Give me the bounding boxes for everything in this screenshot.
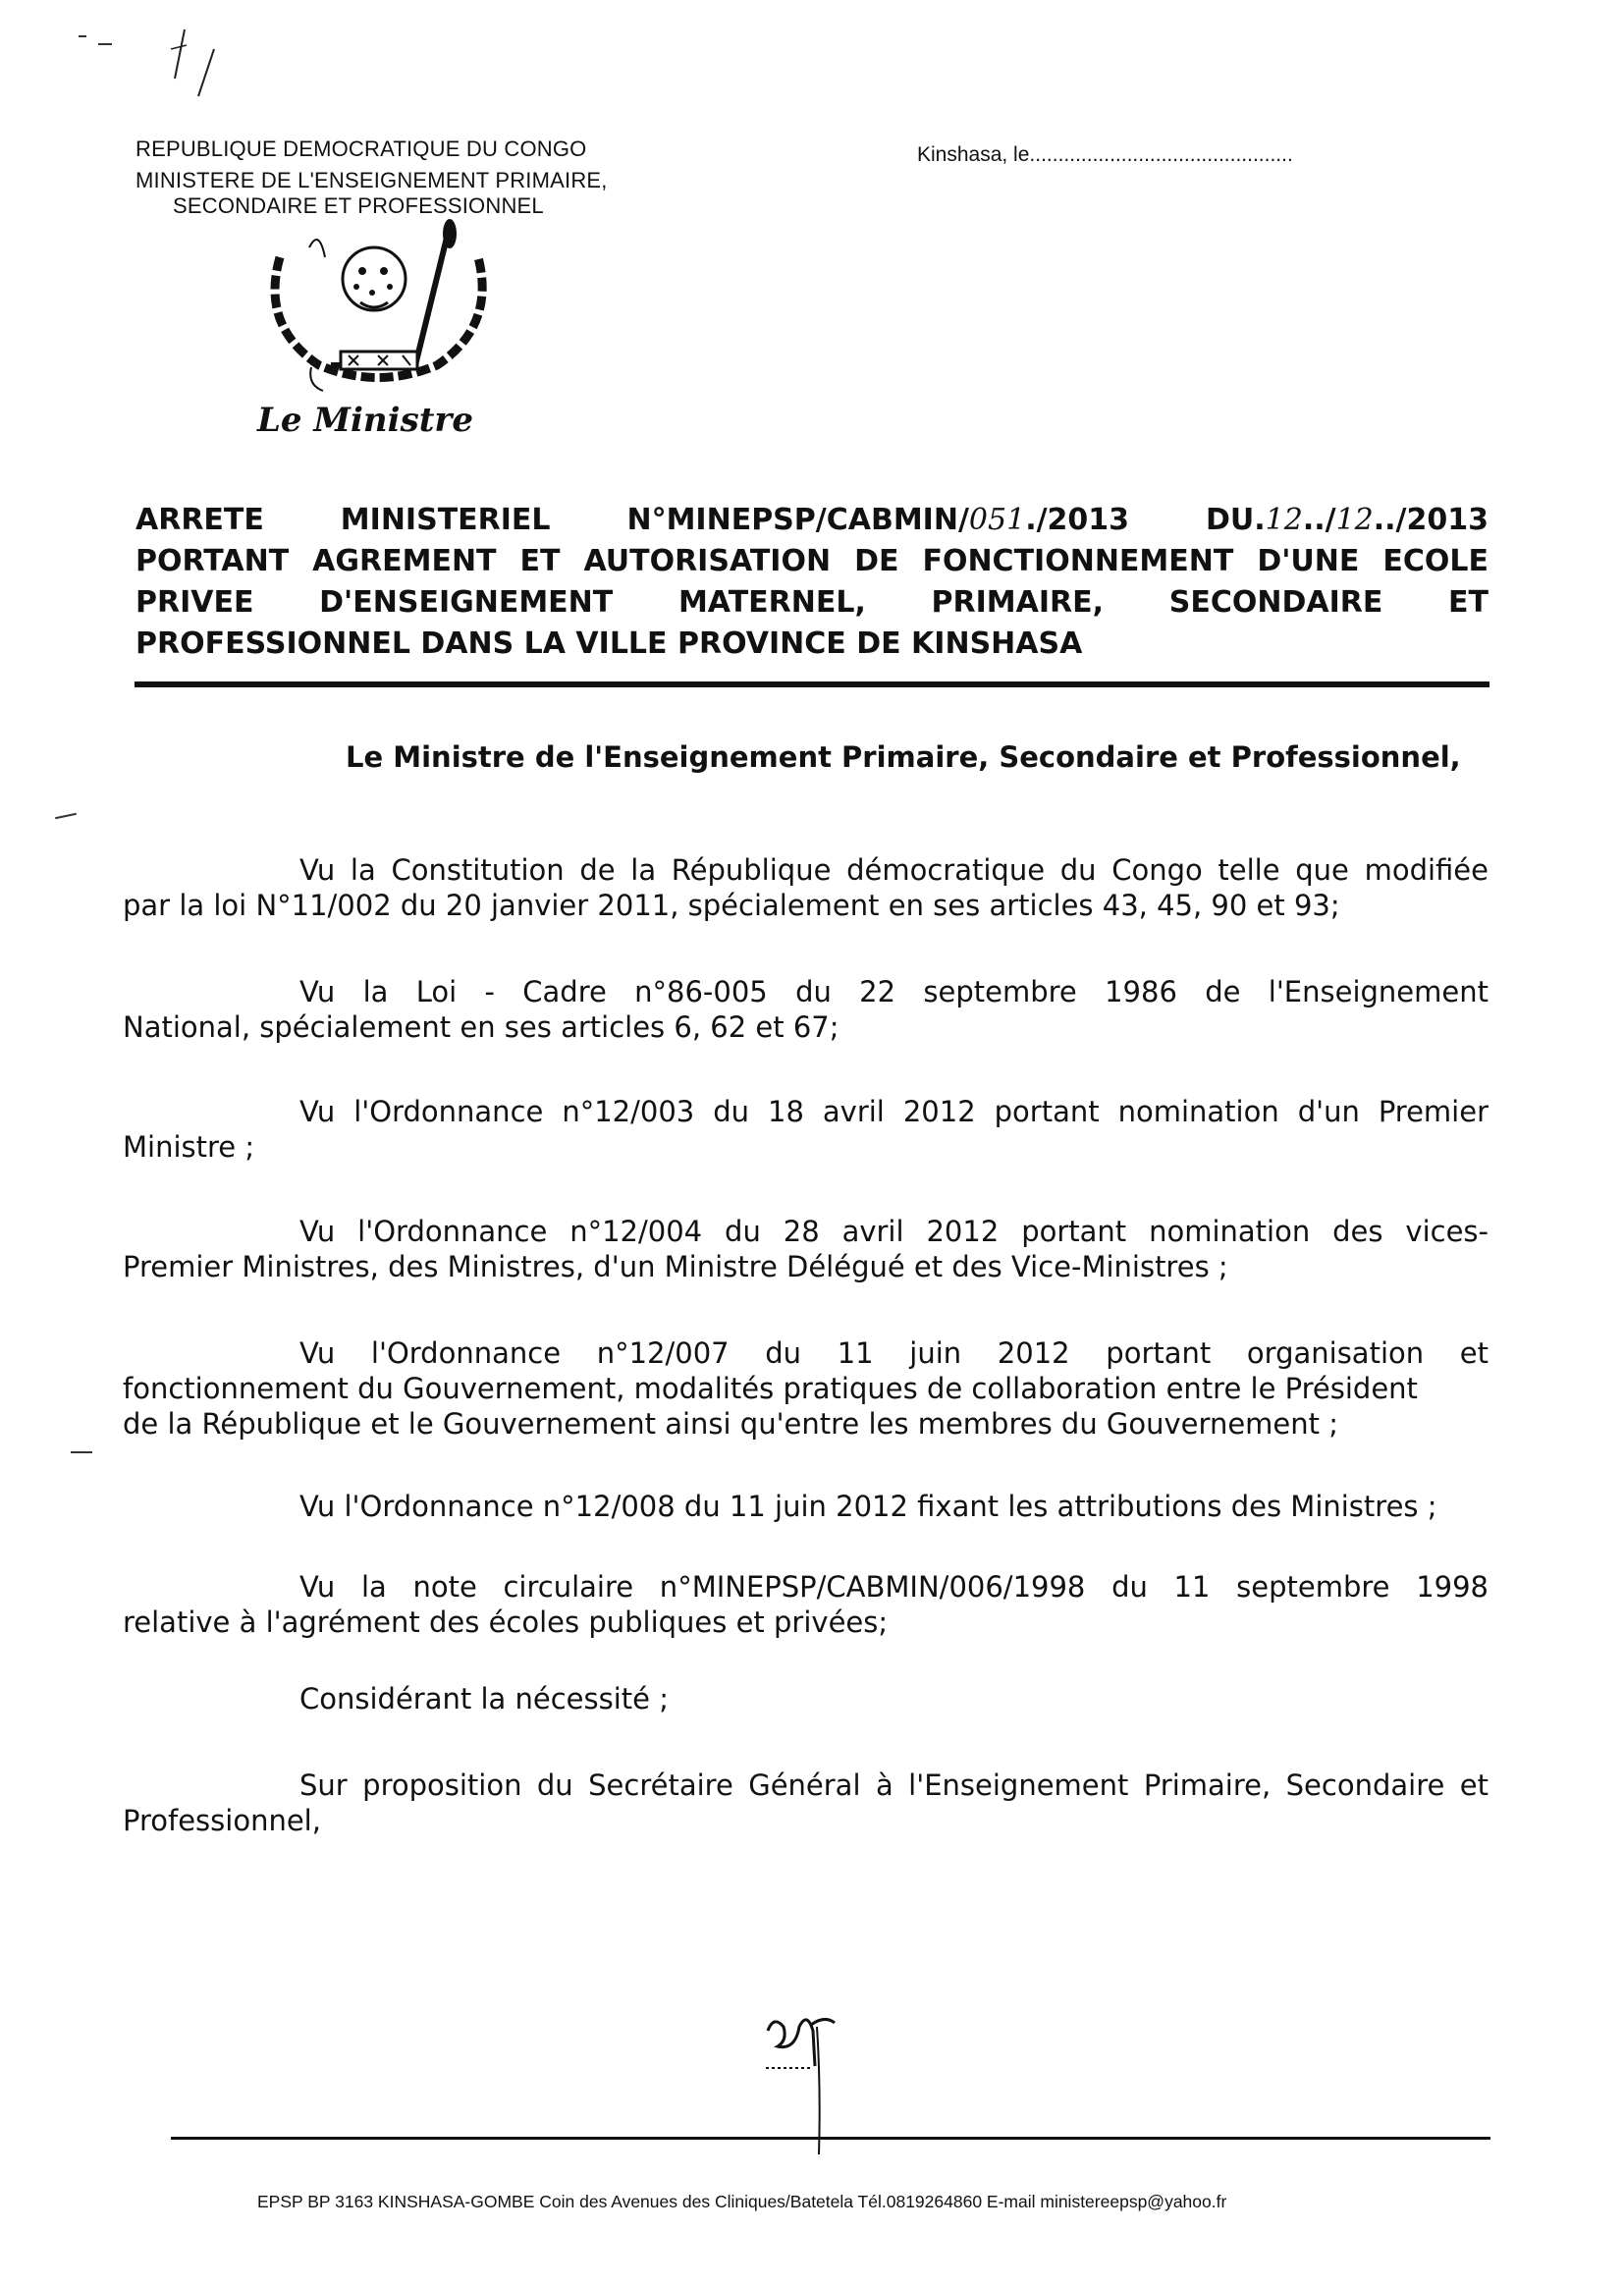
- paragraph-5: [123, 1335, 1489, 1442]
- paragraph-7: [123, 1569, 1489, 1640]
- paragraph-first-line: Vu la Constitution de la République démocratique du Congo telle que modifiée: [299, 853, 1489, 887]
- title-mid: ./2013 DU.: [1025, 503, 1266, 537]
- header-line-1: REPUBLIQUE DEMOCRATIQUE DU CONGO: [135, 136, 587, 161]
- paragraph-first-line: Vu l'Ordonnance n°12/003 du 18 avril 2012 portant nomination d'un Premier: [299, 1095, 1489, 1128]
- paragraph-first-line: Vu la note circulaire n°MINEPSP/CABMIN/006/1998 du 11 septembre 1998: [299, 1570, 1489, 1604]
- title-line-1: [135, 503, 1489, 538]
- place-date: Kinshasa, le..............................................: [917, 143, 1293, 166]
- title-prefix: ARRETE MINISTERIEL N°MINEPSP/CABMIN/: [135, 503, 969, 537]
- title-rule: [135, 681, 1489, 687]
- scan-mark: [55, 813, 77, 820]
- paragraph-1: [123, 852, 1489, 923]
- subject-line: Le Ministre de l'Enseignement Primaire, Secondaire et Professionnel,: [346, 740, 1461, 774]
- paragraph-rest: Premier Ministres, des Ministres, d'un Ministre Délégué et des Vice-Ministres ;: [123, 1250, 1228, 1283]
- handwritten-day: 12: [1265, 503, 1303, 537]
- handwritten-month: 12: [1335, 503, 1374, 537]
- scan-mark: [79, 35, 86, 37]
- paragraph-rest: Professionnel,: [123, 1804, 321, 1837]
- footer-address: EPSP BP 3163 KINSHASA-GOMBE Coin des Avenues des Cliniques/Batetela Tél.0819264860 E-mail ministereepsp@yahoo.fr: [257, 2192, 1227, 2211]
- paragraph-2: [123, 974, 1489, 1045]
- signature-title: Le Ministre: [257, 401, 473, 440]
- paragraph-rest: National, spécialement en ses articles 6, 62 et 67;: [123, 1010, 839, 1044]
- title-line-3: PRIVEE D'ENSEIGNEMENT MATERNEL, PRIMAIRE, SECONDAIRE ET: [135, 585, 1489, 620]
- handwritten-initials: [756, 2007, 864, 2164]
- paragraph-rest: Ministre ;: [123, 1130, 255, 1164]
- header-line-3: SECONDAIRE ET PROFESSIONNEL: [173, 193, 544, 218]
- paragraph-first-line: Sur proposition du Secrétaire Général à l'Enseignement Primaire, Secondaire et: [299, 1769, 1489, 1802]
- paragraph-first-line: Vu la Loi - Cadre n°86-005 du 22 septembre 1986 de l'Enseignement: [299, 975, 1489, 1008]
- header-line-2: MINISTERE DE L'ENSEIGNEMENT PRIMAIRE,: [135, 168, 608, 192]
- paragraph-4: [123, 1214, 1489, 1284]
- handwritten-number: 051: [968, 503, 1026, 537]
- paragraph-rest: relative à l'agrément des écoles publiques et privées;: [123, 1606, 889, 1639]
- coat-of-arms-emblem: [250, 218, 508, 395]
- title-sep: ../: [1302, 503, 1336, 537]
- paragraph-rest: fonctionnement du Gouvernement, modalités pratiques de collaboration entre le Président: [123, 1372, 1418, 1405]
- paragraph-rest: par la loi N°11/002 du 20 janvier 2011, spécialement en ses articles 43, 45, 90 et 93;: [123, 889, 1340, 922]
- paragraph-first-line: Vu l'Ordonnance n°12/007 du 11 juin 2012 portant organisation et: [299, 1336, 1489, 1370]
- paragraph-first-line: Vu l'Ordonnance n°12/004 du 28 avril 2012 portant nomination des vices-: [299, 1215, 1489, 1248]
- paragraph-rest-2: de la République et le Gouvernement ainsi qu'entre les membres du Gouvernement ;: [123, 1407, 1338, 1441]
- paragraph-8: Considérant la nécessité ;: [299, 1682, 669, 1715]
- scan-mark: [98, 43, 112, 45]
- paragraph-6: Vu l'Ordonnance n°12/008 du 11 juin 2012 fixant les attributions des Ministres ;: [299, 1490, 1437, 1523]
- handwritten-marks: [147, 20, 236, 108]
- title-suffix: ../2013: [1373, 503, 1489, 537]
- title-line-4: PROFESSIONNEL DANS LA VILLE PROVINCE DE KINSHASA: [135, 626, 1083, 661]
- footer-rule: [171, 2137, 1490, 2140]
- paragraph-3: [123, 1094, 1489, 1165]
- scan-mark: [71, 1451, 92, 1453]
- title-line-2: PORTANT AGREMENT ET AUTORISATION DE FONCTIONNEMENT D'UNE ECOLE: [135, 544, 1489, 578]
- paragraph-9: [123, 1768, 1489, 1838]
